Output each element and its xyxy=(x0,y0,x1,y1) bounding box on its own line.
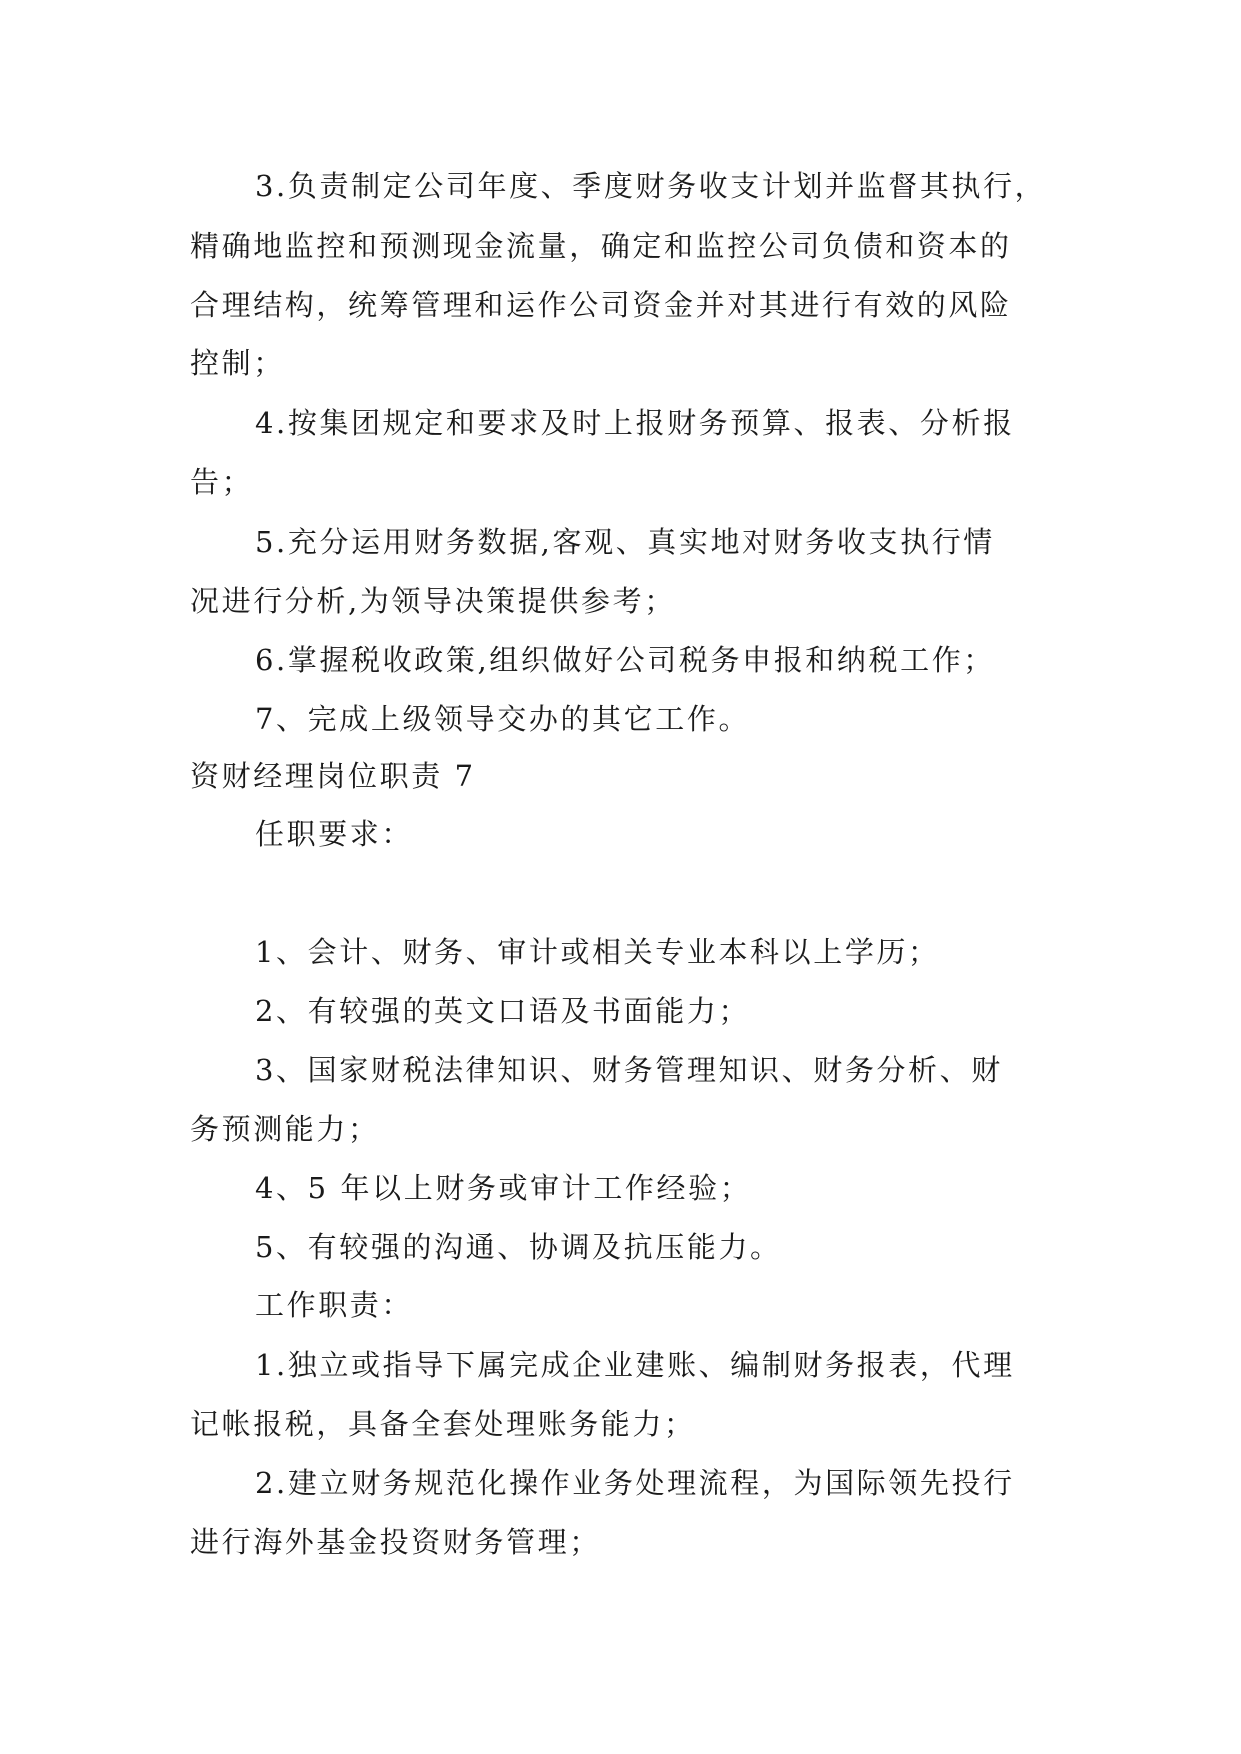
list-item: 2、有较强的英文口语及书面能力； xyxy=(255,994,751,1028)
list-item: 3、国家财税法律知识、财务管理知识、财务分析、财 xyxy=(255,1053,1003,1087)
list-item: 务预测能力； xyxy=(190,1112,380,1146)
paragraph-line: 4.按集团规定和要求及时上报财务预算、报表、分析报 xyxy=(255,406,1015,440)
paragraph-line: 6.掌握税收政策,组织做好公司税务申报和纳税工作； xyxy=(255,643,995,677)
list-item: 5、有较强的沟通、协调及抗压能力。 xyxy=(255,1230,782,1264)
list-item: 1、会计、财务、审计或相关专业本科以上学历； xyxy=(255,935,940,969)
list-item: 2.建立财务规范化操作业务处理流程，为国际领先投行 xyxy=(255,1466,1015,1500)
paragraph-line: 精确地监控和预测现金流量，确定和监控公司负债和资本的 xyxy=(190,229,1012,263)
paragraph-line: 控制； xyxy=(190,346,285,380)
section-heading: 资财经理岗位职责 7 xyxy=(190,759,476,793)
paragraph-line: 7、完成上级领导交办的其它工作。 xyxy=(255,702,751,736)
subheading: 任职要求： xyxy=(255,817,414,851)
list-item: 记帐报税，具备全套处理账务能力； xyxy=(190,1407,696,1441)
paragraph-line: 3.负责制定公司年度、季度财务收支计划并监督其执行， xyxy=(255,169,1047,203)
subheading: 工作职责： xyxy=(255,1288,414,1322)
list-item: 4、5 年以上财务或审计工作经验； xyxy=(255,1171,752,1205)
paragraph-line: 告； xyxy=(190,465,254,499)
list-item: 1.独立或指导下属完成企业建账、编制财务报表，代理 xyxy=(255,1348,1015,1382)
paragraph-line: 况进行分析,为领导决策提供参考； xyxy=(190,584,676,618)
paragraph-line: 5.充分运用财务数据,客观、真实地对财务收支执行情 xyxy=(255,525,995,559)
paragraph-line: 合理结构，统筹管理和运作公司资金并对其进行有效的风险 xyxy=(190,288,1012,322)
list-item: 进行海外基金投资财务管理； xyxy=(190,1525,601,1559)
